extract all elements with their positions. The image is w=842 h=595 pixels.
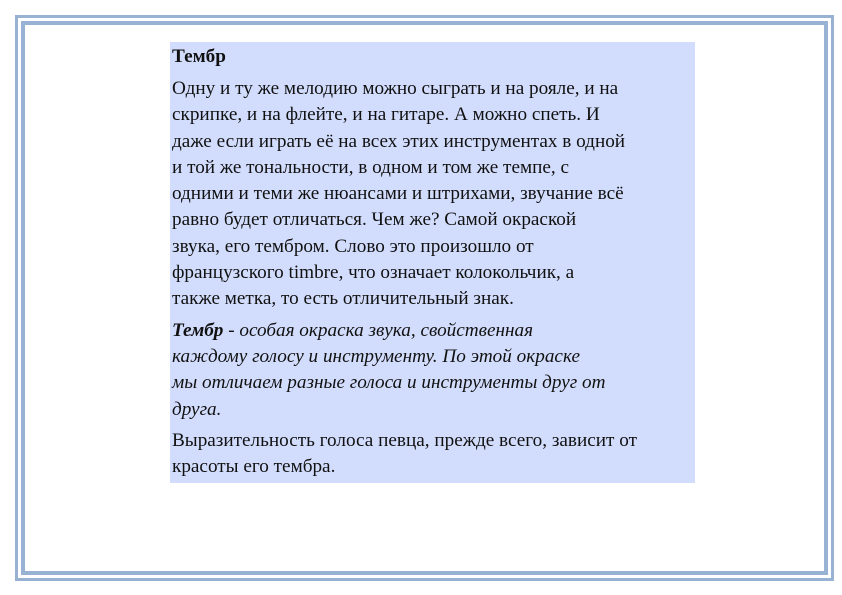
text-line: Выразительность голоса певца, прежде всего, зависит от xyxy=(172,429,637,451)
text-line: красоты его тембра. xyxy=(172,456,336,478)
text-line xyxy=(172,318,693,344)
text-line: одними и теми же нюансами и штрихами, звучание всё xyxy=(172,183,624,205)
text-line: каждому голосу и инструменту. По этой окраске xyxy=(172,345,580,367)
text-line: также метка, то есть отличительный знак. xyxy=(172,288,514,310)
text-line: и той же тональности, в одном и том же темпе, с xyxy=(172,156,569,178)
closing-paragraph xyxy=(172,428,693,481)
text-line: мы отличаем разные голоса и инструменты друг от xyxy=(172,372,606,394)
page-title: Тембр xyxy=(172,46,226,67)
text-line: французского timbre, что означает колокольчик, а xyxy=(172,262,575,284)
intro-paragraph xyxy=(172,76,693,313)
text-line: звука, его тембром. Слово это произошло от xyxy=(172,235,534,257)
definition-text: - особая окраска звука, свойственная xyxy=(223,319,534,341)
text-line: равно будет отличаться. Чем же? Самой окраской xyxy=(172,209,577,231)
text-line: скрипке, и на флейте, и на гитаре. А можно спеть. И xyxy=(172,104,600,126)
definition-paragraph xyxy=(172,318,693,423)
text-box xyxy=(170,42,695,483)
text-line: друга. xyxy=(172,398,222,420)
definition-term: Тембр xyxy=(172,319,224,341)
text-line: даже если играть её на всех этих инструментах в одной xyxy=(172,130,626,152)
text-line: Одну и ту же мелодию можно сыграть и на рояле, и на xyxy=(172,78,619,99)
